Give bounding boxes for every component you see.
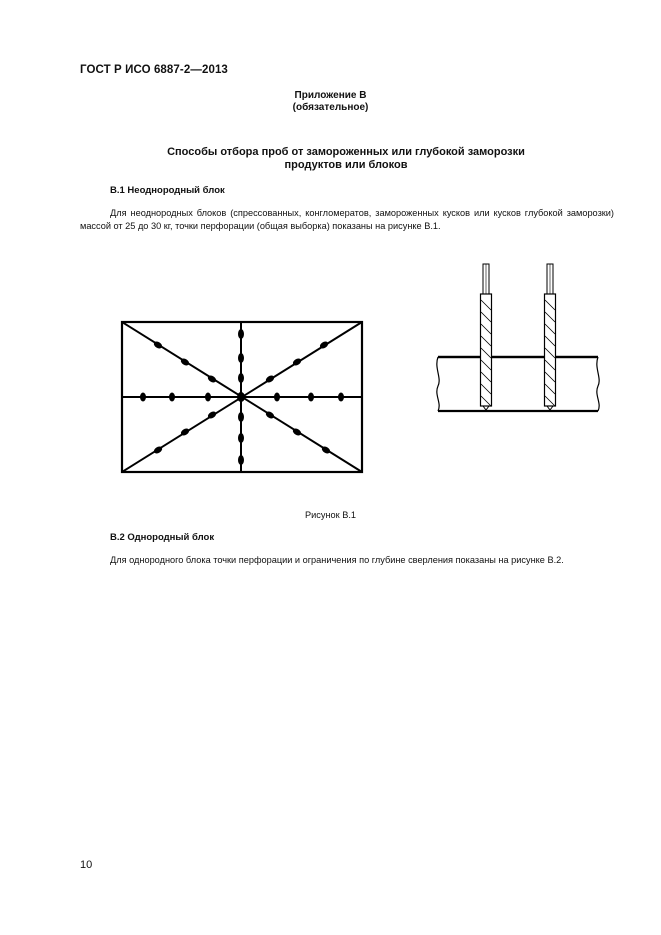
annex-status: (обязательное): [292, 102, 369, 113]
section-title-line2: продуктов или блоков: [284, 159, 408, 171]
b1-heading: В.1 Неоднородный блок: [110, 185, 225, 196]
figure-caption: Рисунок В.1: [305, 510, 356, 520]
perforation-point: [238, 329, 244, 339]
section-title-line1: Способы отбора проб от замороженных или глубокой заморозки: [167, 146, 525, 158]
perforation-point: [140, 393, 146, 402]
perforation-point: [238, 455, 244, 465]
perforation-point: [274, 393, 280, 402]
break-line-left: [437, 357, 439, 411]
perforation-point: [238, 433, 244, 443]
drill-bit: [481, 264, 492, 410]
perforation-point: [169, 393, 175, 402]
b2-paragraph: Для однородного блока точки перфорации и ограничения по глубине сверления показаны на рисунке В.2.: [110, 555, 564, 565]
perforation-point: [205, 393, 211, 402]
perforation-point: [238, 353, 244, 363]
drill-cross-section: [437, 264, 599, 411]
perforation-point: [338, 393, 344, 402]
b1-paragraph: Для неоднородных блоков (спрессованных, конгломератов, замороженных кусков или кусков глубокой заморозки) массой от 25 до 30 кг, точки перфорации (общая выборка) показаны на рисунке В.1.: [80, 208, 614, 231]
drill-bit: [545, 264, 556, 410]
perforation-point: [238, 412, 244, 422]
perforation-point-center: [237, 392, 245, 402]
document-code: ГОСТ Р ИСО 6887-2—2013: [80, 64, 228, 76]
break-line-right: [597, 357, 599, 411]
perforation-point: [238, 373, 244, 383]
b2-heading: В.2 Однородный блок: [110, 532, 215, 543]
page-number: 10: [80, 859, 93, 871]
annex-title: Приложение В: [294, 90, 367, 101]
perforation-point: [308, 393, 314, 402]
